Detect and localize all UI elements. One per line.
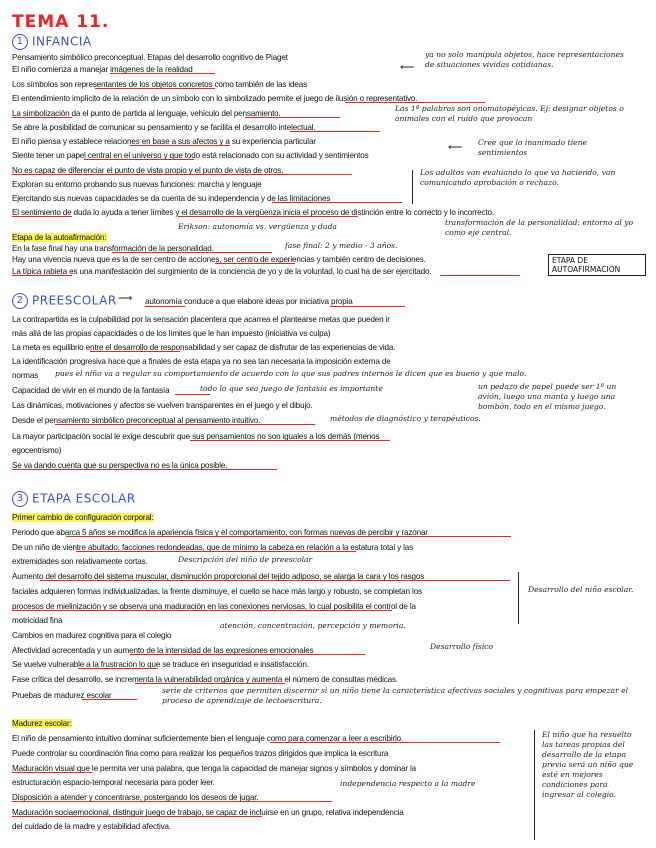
underline [55, 424, 315, 425]
underline [40, 580, 510, 581]
stage-box: ETAPA DE AUTOAFIRMACIÓN [548, 254, 646, 276]
s3-line: El niño de pensamiento intuitivo dominar suficientemente bien el lenguaje como para comenzar a leer a escribirlo. [12, 734, 404, 743]
margin-note: Desarrollo del niño escolar. [528, 585, 634, 594]
underline [12, 117, 72, 118]
underline [330, 306, 405, 307]
underline [190, 440, 390, 441]
underline [175, 394, 210, 395]
underline [78, 668, 158, 669]
underline [440, 275, 520, 276]
s3-line: Maduración visual que le permita ver una palabra, que tenga la capacidad de manejar signos y símbolos y dominar la [12, 764, 417, 773]
underline [84, 159, 194, 160]
margin-note: métodos de diagnóstico y terapéuticos. [330, 414, 481, 423]
arrow-icon: ⟵ [400, 62, 415, 73]
margin-note: ya no solo manipula objetos, hace representaciones de situaciones vividas cotidianas. [425, 50, 624, 69]
s1-line: El entendimiento implícito de la relación de un símbolo con lo simbolizado permite el juego de ilusión o representativo. [12, 94, 418, 103]
s3-line: Aumento del desarrollo del sistema muscular, disminución proporcional del tejido adiposo, se alarga la cara y los rasgos [12, 572, 425, 581]
highlight: Madurez escolar: [12, 719, 72, 728]
section-title: PREESCOLAR [32, 293, 117, 308]
s2-line: La mayor participación social le exige descubrir que sus pensamientos no son iguales a los demás (menos [12, 432, 380, 441]
s3-line: Disposición a atender y concentrarse, postergando los deseos de jugar. [12, 793, 259, 802]
underline [12, 772, 92, 773]
s2-line: Las dinámicas, motivaciones y afectos se vuelven transparentes en el juego y el dibujo. [12, 401, 313, 410]
s2-line: Desde el pensamiento simbólico preconceptual al pensamiento intuitivo. [12, 416, 261, 425]
s3-line: Puede controlar su coordinación fina como para realizar los pequeños trazos dirigidos que implica la escritura [12, 749, 389, 758]
physical-note: Desarrollo físico [430, 642, 494, 651]
margin-note: Cree que lo inanimado tiene sentimientos [478, 138, 588, 157]
highlight: Primer cambio de configuración corporal: [12, 513, 154, 522]
autoafirmacion-label [12, 232, 107, 243]
margin-note: transformación de la personalidad: entorno al yo como eje central. [445, 218, 634, 237]
margin-note: Las 1ª palabras son onomatopéyicas. Ej: designar objetos o animales con el ruido que provocan [395, 104, 624, 123]
margin-note: El niño que ha resuelto las tareas propias del desarrollo de la etapa previa será un niño que esté en mejores condiciones para ingresar al colegio. [542, 730, 634, 799]
margin-note: un pedazo de papel puede ser 1º un avión, luego una manta y luego una bombón, todo en el mismo juego. [478, 382, 617, 411]
bracket [534, 730, 535, 840]
s2-line: normas [12, 371, 39, 380]
underline [76, 551, 356, 552]
bracket [518, 572, 519, 624]
s3-line: Se vuelve vulnerable a la frustración lo que se traduce en inseguridad e insatisfacción. [12, 660, 309, 669]
page-title: TEMA 11. [12, 12, 110, 32]
s1-line: La simbolización da el punto de partida al lenguaje, vehículo del pensamiento. [12, 109, 281, 118]
s3-line: motricidad fina [12, 616, 63, 625]
s2-line: egocentrismo) [12, 446, 62, 455]
p2-label [12, 718, 72, 729]
s3-line: estructuración espacio-temporal necesaria para poder leer. [12, 778, 215, 787]
s1-line: Exploran su entorno probando sus nuevas funciones: marcha y lenguaje [12, 180, 262, 189]
section-2-heading [12, 293, 117, 309]
underline [112, 252, 272, 253]
s3-line: del cuidado de la madre y estabilidad afectiva. [12, 822, 171, 831]
margin-note: serie de criterios que permiten discernir si un niño tiene la característica afectivas sociales y cognitivas para empezar el proceso de aprendizaje de lectoescritura. [162, 686, 629, 705]
s2-line: La meta es equilibrio entre el desarrollo de responsabilidad y ser capaz de disfrutar de las experiencias de vida. [12, 343, 396, 352]
s3-line: Periodo que abarca 5 años se modifica la apariencia física y el comportamiento, con formas nuevas de percibir y razonar [12, 528, 428, 537]
section-number: 1 [12, 34, 28, 50]
underline [12, 610, 392, 611]
s2-line: Capacidad de vivir en el mundo de la fantasía [12, 386, 170, 395]
underline [12, 801, 332, 802]
s1-line: El niño piensa y establece relaciones en base a sus afectos y a su experiencia particular [12, 137, 316, 146]
s1-line: Siente tener un papel central en el universo y que todo está relacionado con su actividad y sentimientos [12, 151, 369, 160]
section-title: ETAPA ESCOLAR [32, 491, 136, 506]
margin-note: Los adultos van evaluando lo que va haciendo, van comunicando aprobación o rechazo. [420, 168, 616, 187]
underline [270, 742, 500, 743]
underline [12, 816, 262, 817]
indep-note: independencia respecto a la madre [340, 779, 476, 788]
s1-line: En la fase final hay una transformación de la personalidad. [12, 244, 214, 253]
s1-line: Hay una vivencia nueva que es la de ser centro de acciones, ser centro de experiencias y también centro de decisiones. [12, 255, 426, 264]
underline [290, 131, 380, 132]
underline [12, 216, 72, 217]
s3-line: procesos de mielinización y se observa una maduración en las conexiones nerviosas, lo cual posibilita el control de la [12, 602, 416, 611]
s3-line: De un niño de vientre abultado, facciones redondeadas, que de mínimo la cabeza en relación a la estatura total y las [12, 543, 414, 552]
s1-line: Se abre la posibilidad de comunicar su pensamiento y se facilita el desarrollo intelectual. [12, 123, 316, 132]
highlight: Etapa de la autoafirmación: [12, 233, 107, 242]
underline [66, 536, 511, 537]
p1-label [12, 512, 154, 523]
underline [95, 88, 215, 89]
section-title: INFANCIA [32, 34, 92, 49]
underline [12, 275, 72, 276]
underline [130, 145, 230, 146]
underline [345, 102, 485, 103]
section-number: 3 [12, 491, 28, 507]
underline [82, 699, 137, 700]
bracket [412, 170, 413, 204]
norms-note: pues el niño va a regular su comportamiento de acuerdo con lo que sus padres internos le dicen que es bueno y que malo. [55, 369, 527, 378]
s1-line: Ejercitando sus nuevas capacidades se da cuenta de su independencia y de las limitaciones [12, 194, 331, 203]
underline [110, 73, 215, 74]
s2-line: Se va dando cuenta que su perspectiva no es la única posible. [12, 461, 228, 470]
s3-line: Maduración sociaemocional, distinguir juego de trabajo, se capaz de incluirse en un grupo, relativa independencia [12, 808, 404, 817]
section-1-heading [12, 34, 92, 50]
underline [215, 263, 295, 264]
s1-line: Los símbolos son representantes de los objetos concretos como también de las ideas [12, 80, 307, 89]
s1-line: Pensamiento simbólico preconceptual. Etapas del desarrollo cognitivo de Piaget [12, 53, 288, 62]
section-number: 2 [12, 293, 28, 309]
underline [272, 202, 402, 203]
s2-line: La contrapartida es la culpabilidad por la sensación placentera que acarrea el plantearse metas que pueden ir [12, 315, 390, 324]
s3-line: Pruebas de madurez escolar [12, 691, 112, 700]
fantasy-note: todo lo que sea juego de fantasía es importante [200, 384, 383, 393]
s3-line: Cambios en madurez cognitiva para el colegio [12, 631, 172, 640]
s2-line: más allá de las propias capacidades o de los límites que le han impuesto (iniciativa vs culpa) [12, 329, 331, 338]
s1-line: El sentimiento de duda lo ayuda a tener límites y el desarrollo de la vergüenza inicia el proceso de distinción entre lo correcto y lo incorrecto. [12, 208, 494, 217]
underline [135, 683, 285, 684]
s1-line: La típica rabieta es una manifestación del surgimiento de la conciencia de yo y de la voluntad, lo cual ha de ser ejercitado. [12, 267, 432, 276]
cognitive-note: atención, concentración, percepción y memoria. [220, 621, 406, 630]
underline [12, 174, 352, 175]
underline [12, 469, 277, 470]
underline [90, 351, 180, 352]
s2-autonomy: autonomía conduce a que elabore ideas por iniciativa propia [145, 297, 353, 306]
underline [178, 216, 358, 217]
s3-line: faciales adquieren formas individualizadas, la frente disminuye, el cuello se hace más largo y robusto, se completan los [12, 587, 422, 596]
s3-line: Fase crítica del desarrollo, se incrementa la vulnerabilidad orgánica y aumenta el número de consultas médicas. [12, 675, 398, 684]
erikson-note: Erikson: autonomía vs. vergüenza y duda [178, 222, 337, 231]
fase-final-note: fase final: 2 y medio - 3 años. [285, 241, 398, 250]
desc-note: Descripción del niño de preescolar [178, 555, 313, 564]
underline [130, 654, 365, 655]
s2-line: La identificación progresiva hace que a finales de esta etapa ya no sea tan necesaria la imposición externa de [12, 357, 391, 366]
s3-line: extremidades son relativamente cortas. [12, 557, 148, 566]
underline [245, 117, 340, 118]
s1-line: No es capaz de diferenciar el punto de vista propio y el punto de vista de otros. [12, 166, 284, 175]
underline [145, 306, 185, 307]
arrow-icon: ⟶ [118, 293, 133, 304]
section-3-heading [12, 491, 136, 507]
arrow-icon: ⟵ [448, 142, 463, 153]
s3-line: Afectividad acrecentada y un aumento de la intensidad de las expresiones emocionales [12, 646, 314, 655]
s1-line: El niño comienza a manejar imágenes de la realidad [12, 65, 193, 74]
